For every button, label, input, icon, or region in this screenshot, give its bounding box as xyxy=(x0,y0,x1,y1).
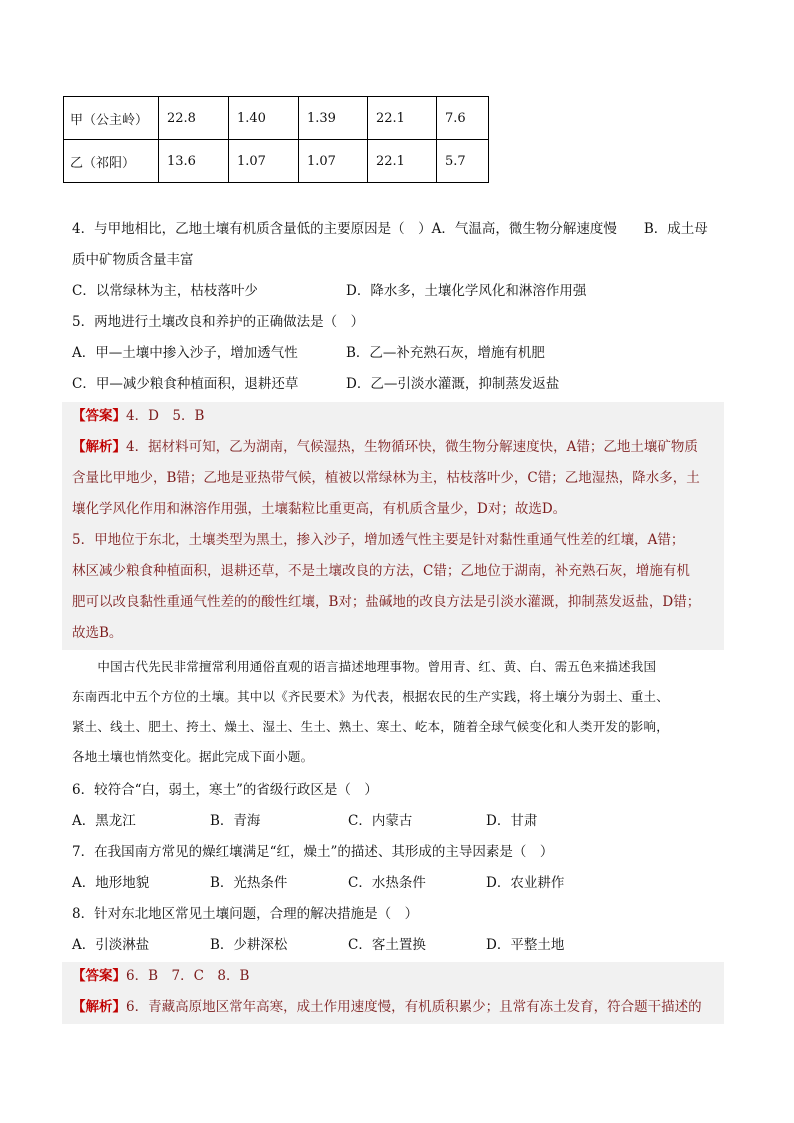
table-cell: 22.1 xyxy=(368,97,437,140)
table-cell: 5.7 xyxy=(437,140,489,183)
table-cell: 1.39 xyxy=(299,97,368,140)
answer-analysis-block-1 xyxy=(62,402,724,650)
question-5-option-c: C．甲—减少粮食种植面积，退耕还草 xyxy=(72,376,299,392)
analysis-line: 肥可以改良黏性重通气性差的的酸性红壤，B对；盐碱地的改良方法是引淡水灌溉，抑制蒸发返盐，D错； xyxy=(72,594,701,610)
question-8-option-c: C．客土置换 xyxy=(348,937,426,953)
passage-line: 各地土壤也悄然变化。据此完成下面小题。 xyxy=(72,749,314,764)
question-6-stem: 6．较符合“白，弱土，寒土”的省级行政区是（ ） xyxy=(72,782,378,798)
analysis-line xyxy=(72,436,698,458)
analysis-line: 故选B。 xyxy=(72,625,123,641)
question-5-option-b: B．乙—补充熟石灰，增施有机肥 xyxy=(346,345,545,361)
answer-tag: 【答案】 xyxy=(72,968,126,984)
question-5-stem: 5．两地进行土壤改良和养护的正确做法是（ ） xyxy=(72,314,365,330)
question-6-option-c: C．内蒙古 xyxy=(348,813,413,829)
answer-line xyxy=(72,405,204,427)
question-8-option-d: D．平整土地 xyxy=(486,937,565,953)
question-7-option-b: B．光热条件 xyxy=(210,875,288,891)
question-8-stem: 8．针对东北地区常见土壤问题，合理的解决措施是（ ） xyxy=(72,906,419,922)
analysis-line: 林区减少粮食种植面积，退耕还草，不是土壤改良的方法，C错；乙地位于湖南，补充熟石灰，增施有机 xyxy=(72,563,690,579)
analysis-tag: 【解析】 xyxy=(72,999,126,1015)
analysis-text: 6．青藏高原地区常年高寒，成土作用速度慢，有机质积累少；且常有冻土发育，符合题干描述的 xyxy=(126,999,702,1015)
answer-text: 4．D 5．B xyxy=(126,408,205,424)
table-cell: 7.6 xyxy=(437,97,489,140)
passage-line: 中国古代先民非常擅常利用通俗直观的语言描述地理事物。曾用青、红、黄、白、需五色来描述我国 xyxy=(72,659,657,674)
answer-line xyxy=(72,965,249,987)
table-cell: 甲（公主岭） xyxy=(64,97,159,140)
answer-analysis-block-2 xyxy=(62,962,724,1024)
analysis-line: 含量比甲地少，B错；乙地是亚热带气候，植被以常绿林为主，枯枝落叶少，C错；乙地湿热，降水多，土 xyxy=(72,470,700,486)
answer-tag: 【答案】 xyxy=(72,408,126,424)
analysis-line xyxy=(72,996,702,1018)
passage-line: 东南西北中五个方位的土壤。其中以《齐民要术》为代表，根据农民的生产实践，将土壤分为弱土、重土、 xyxy=(72,689,669,704)
question-7-stem: 7．在我国南方常见的燥红壤满足“红，燥土”的描述、其形成的主导因素是（ ） xyxy=(72,844,554,860)
table-cell: 1.07 xyxy=(229,140,299,183)
table-row xyxy=(64,140,489,183)
table-cell: 22.1 xyxy=(368,140,437,183)
analysis-tag: 【解析】 xyxy=(72,439,126,455)
question-5-option-d: D．乙—引淡水灌溉，抑制蒸发返盐 xyxy=(346,376,560,392)
table-cell: 13.6 xyxy=(159,140,229,183)
question-4-stem-cont: 质中矿物质含量丰富 xyxy=(72,252,194,268)
question-7-option-c: C．水热条件 xyxy=(348,875,426,891)
question-7-option-d: D．农业耕作 xyxy=(486,875,565,891)
question-5-option-a: A．甲—土壤中掺入沙子，增加透气性 xyxy=(72,345,298,361)
analysis-line: 5．甲地位于东北，土壤类型为黑土，掺入沙子，增加透气性主要是针对黏性重通气性差的红壤，A错； xyxy=(72,532,685,548)
question-4-option-d: D．降水多，土壤化学风化和淋溶作用强 xyxy=(346,283,587,299)
table-cell: 1.07 xyxy=(299,140,368,183)
question-6-option-a: A．黑龙江 xyxy=(72,813,136,829)
question-6-option-b: B．青海 xyxy=(210,813,261,829)
question-8-option-b: B．少耕深松 xyxy=(210,937,288,953)
passage-line: 紧土、线土、肥土、挎土、燥土、湿土、生土、熟土、寒土、屹本，随着全球气候变化和人类开发的影响， xyxy=(72,719,669,734)
table-cell: 22.8 xyxy=(159,97,229,140)
analysis-text: 4．据材料可知，乙为湖南，气候湿热，生物循环快，微生物分解速度快，A错；乙地土壤矿物质 xyxy=(126,439,698,455)
table-cell: 1.40 xyxy=(229,97,299,140)
question-8-option-a: A．引淡淋盐 xyxy=(72,937,150,953)
question-6-option-d: D．甘肃 xyxy=(486,813,538,829)
soil-data-table xyxy=(63,96,489,183)
table-row xyxy=(64,97,489,140)
question-4-option-c: C．以常绿林为主，枯枝落叶少 xyxy=(72,283,258,299)
question-4-stem: 4．与甲地相比，乙地土壤有机质含量低的主要原因是（ ）A．气温高，微生物分解速度慢 B．成土母 xyxy=(72,221,708,237)
analysis-line: 壤化学风化作用和淋溶作用强，土壤黏粒比重更高，有机质含量少，D对；故选D。 xyxy=(72,501,567,517)
answer-text: 6．B 7．C 8．B xyxy=(126,968,250,984)
table-cell: 乙（祁阳） xyxy=(64,140,159,183)
question-7-option-a: A．地形地貌 xyxy=(72,875,150,891)
